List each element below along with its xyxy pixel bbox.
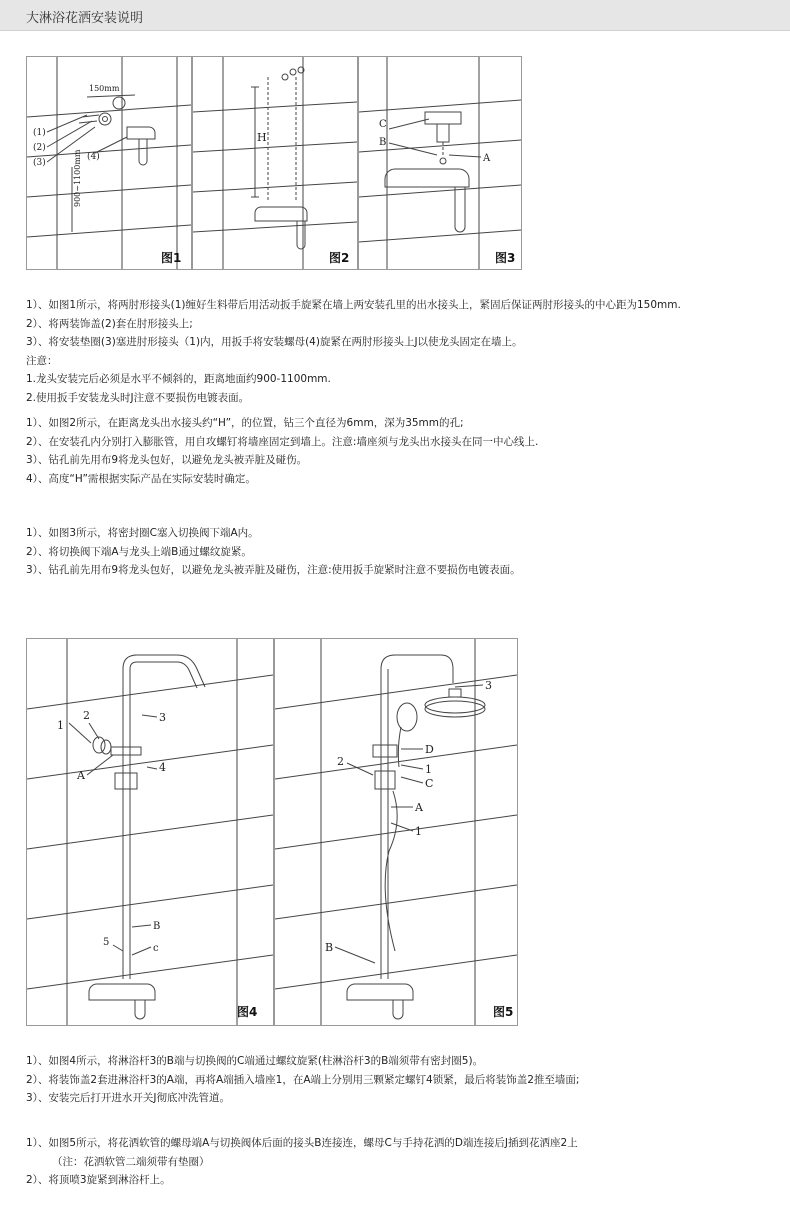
section-3-instructions bbox=[26, 524, 521, 580]
section-1-instructions bbox=[26, 296, 681, 407]
fig5-callout-1-upper: 1 bbox=[425, 763, 432, 776]
fig1-dim-horizontal: 150mm bbox=[89, 84, 120, 93]
figure-2-panel bbox=[192, 56, 358, 270]
section-5-note: （注：花洒软管二端须带有垫圈） bbox=[52, 1155, 210, 1168]
section-3-line: 2）、将切换阀下端A与龙头上端B通过螺纹旋紧。 bbox=[26, 545, 252, 558]
fig4-callout-1: 1 bbox=[57, 719, 64, 732]
figure-3-drawing bbox=[359, 57, 521, 269]
section-4-line: 2）、将装饰盖2套进淋浴杆3的A端，再将A端插入墙座1，在A端上分别用三颗紧定螺钉4锁紧，最后将装饰盖2推至墙面; bbox=[26, 1073, 580, 1086]
fig4-callout-a: A bbox=[77, 769, 85, 782]
fig4-callout-c: c bbox=[153, 943, 159, 954]
section-2-instructions bbox=[26, 414, 538, 488]
fig4-callout-4: 4 bbox=[159, 761, 166, 774]
section-2-line: 3）、钻孔前先用布9将龙头包好，以避免龙头被弄脏及碰伤。 bbox=[26, 454, 308, 466]
figure-3-label: 图3 bbox=[495, 251, 516, 265]
fig5-callout-b: B bbox=[325, 941, 334, 954]
page-header bbox=[0, 0, 790, 31]
section-5-line: 1）、如图5所示，将花洒软管的螺母端A与切换阀体后面的接头B连接连，螺母C与手持花洒的D端连接后J插到花洒座2上 bbox=[26, 1137, 578, 1149]
figure-4-label: 图4 bbox=[237, 1005, 258, 1019]
section-2-line: 4）、高度“H”需根据实际产品在实际安装时确定。 bbox=[26, 472, 256, 485]
fig4-callout-3: 3 bbox=[159, 711, 166, 724]
section-1-line: 1）、如图1所示，将两肘形接头(1)缠好生料带后用活动扳手旋紧在墙上两安装孔里的出水接头上，紧固后保证两肘形接头的中心距为150mm. bbox=[26, 299, 681, 311]
section-4-line: 1）、如图4所示，将淋浴杆3的B端与切换阀的C端通过螺纹旋紧(柱淋浴杆3的B端须带有密封圈5)。 bbox=[26, 1055, 484, 1067]
section-5-instructions bbox=[26, 1134, 578, 1190]
fig5-callout-3: 3 bbox=[485, 679, 492, 692]
section-3-line: 1）、如图3所示，将密封圈C塞入切换阀下端A内。 bbox=[26, 527, 259, 539]
figure-4-panel bbox=[26, 638, 274, 1026]
figure-3-panel bbox=[358, 56, 522, 270]
figure-5-drawing bbox=[275, 639, 517, 1025]
fig4-callout-b: B bbox=[153, 921, 161, 932]
fig4-callout-2: 2 bbox=[83, 709, 90, 722]
figure-1-drawing bbox=[27, 57, 191, 269]
figure-2-drawing bbox=[193, 57, 357, 269]
fig1-callout-2: (2) bbox=[33, 143, 46, 153]
fig3-callout-c: C bbox=[379, 119, 387, 130]
fig1-dim-vertical: 900~1100mm bbox=[73, 149, 82, 207]
figure-1-panel bbox=[26, 56, 192, 270]
fig4-callout-5: 5 bbox=[103, 937, 110, 948]
section-2-line: 1）、如图2所示，在距离龙头出水接头约“H”，的位置，钻三个直径为6mm，深为35mm的孔; bbox=[26, 417, 464, 429]
figure-5-label: 图5 bbox=[493, 1005, 514, 1019]
section-2-line: 2）、在安装孔内分别打入膨胀管，用自攻螺钉将墙座固定到墙上。注意:墙座须与龙头出水接头在同一中心线上. bbox=[26, 435, 539, 448]
page-title: 大淋浴花洒安装说明 bbox=[26, 11, 144, 26]
section-1-line: 2）、将两装饰盖(2)套在肘形接头上; bbox=[26, 317, 193, 330]
section-4-line: 3）、安装完后打开进水开关J彻底冲洗管道。 bbox=[26, 1092, 231, 1104]
figure-1-label: 图1 bbox=[161, 251, 182, 265]
fig5-callout-2: 2 bbox=[337, 755, 344, 768]
fig1-callout-1: (1) bbox=[33, 128, 46, 138]
fig5-callout-d: D bbox=[425, 743, 434, 756]
fig5-callout-a: A bbox=[415, 801, 423, 814]
fig3-callout-a: A bbox=[483, 153, 491, 164]
fig1-callout-3: (3) bbox=[33, 158, 46, 168]
section-5-line: 2）、将顶喷3旋紧到淋浴杆上。 bbox=[26, 1174, 171, 1186]
fig3-callout-b: B bbox=[379, 137, 387, 148]
section-1-line: 1.龙头安装完后必须是水平不倾斜的，距离地面约900-1100mm. bbox=[26, 373, 331, 385]
section-1-line: 2.使用扳手安装龙头时J注意不要损伤电镀表面。 bbox=[26, 391, 250, 404]
figure-4-drawing bbox=[27, 639, 273, 1025]
fig5-callout-c: C bbox=[425, 777, 434, 790]
section-1-line: 注意： bbox=[26, 354, 58, 367]
fig1-callout-4: (4) bbox=[87, 152, 100, 162]
section-3-line: 3）、钻孔前先用布9将龙头包好，以避免龙头被弄脏及碰伤，注意:使用扳手旋紧时注意不要损伤电镀表面。 bbox=[26, 564, 521, 576]
fig2-dim-height: H bbox=[257, 131, 267, 144]
figure-2-label: 图2 bbox=[329, 251, 350, 265]
section-4-instructions bbox=[26, 1052, 579, 1108]
fig5-callout-1-lower: 1 bbox=[415, 825, 422, 838]
section-1-line: 3）、将安装垫圈(3)塞进肘形接头（1)内，用扳手将安装螺母(4)旋紧在两肘形接头上J以使龙头固定在墙上。 bbox=[26, 336, 523, 348]
figure-5-panel bbox=[274, 638, 518, 1026]
